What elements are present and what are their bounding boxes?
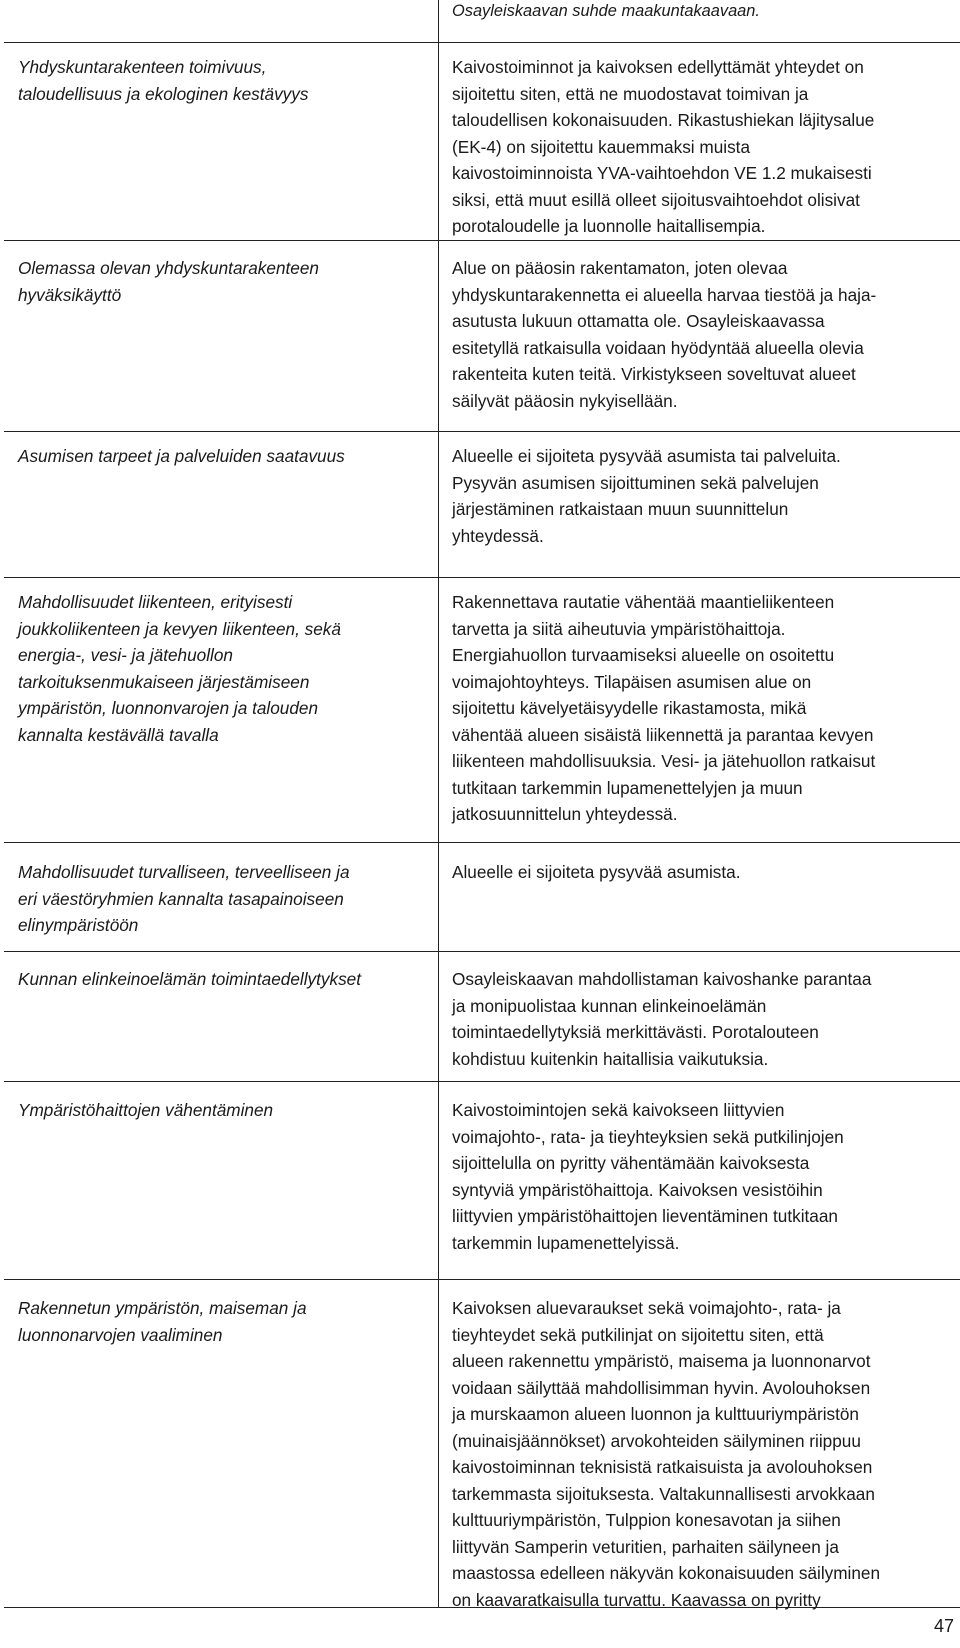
text-line: taloudellisuus ja ekologinen kestävyys xyxy=(18,83,309,104)
text-line: porotaloudelle ja luonnolle haitallisempia. xyxy=(452,216,766,236)
text-line: sijoitettu kävelyetäisyydelle rikastamosta, mikä xyxy=(452,698,807,718)
text-line: eri väestöryhmien kannalta tasapainoiseen xyxy=(18,888,344,909)
text-line: voimajohto-, rata- ja tieyhteyksien sekä putkilinjojen xyxy=(452,1126,844,1147)
text-line: (muinaisjäännökset) arvokohteiden säilyminen riippuu xyxy=(452,1430,861,1451)
row-left-cell xyxy=(18,1295,423,1348)
text-line: Mahdollisuudet liikenteen, erityisesti xyxy=(18,592,293,612)
table-row xyxy=(4,241,960,432)
text-line: liittyvän Samperin veturitien, parhaiten säilyneen ja xyxy=(452,1536,839,1557)
text-line: (EK-4) on sijoitettu kauemmaksi muista xyxy=(452,136,751,157)
row-right-cell xyxy=(452,255,957,414)
text-line: maastossa edelleen näkyvän kokonaisuuden säilyminen xyxy=(452,1563,881,1583)
table-row xyxy=(4,1280,960,1608)
row-right-cell xyxy=(452,1097,957,1256)
text-line: tieyhteydet sekä putkilinjat on sijoitettu siten, että xyxy=(452,1324,824,1345)
text-line: tutkitaan tarkemmin lupamenettelyjen ja muun xyxy=(452,777,803,798)
text-line: Pysyvän asumisen sijoittuminen sekä palvelujen xyxy=(452,472,819,493)
table-header-row xyxy=(4,0,960,43)
row-right-cell xyxy=(452,859,957,886)
text-line: Alue on pääosin rakentamaton, joten olevaa xyxy=(452,258,788,278)
text-line: säilyvät pääosin nykyisellään. xyxy=(452,390,678,411)
text-line: kaivostoiminnoista YVA-vaihtoehdon VE 1.2 mukaisesti xyxy=(452,163,872,183)
text-line: elinympäristöön xyxy=(18,915,139,935)
text-line: voimajohtoyhteys. Tilapäisen asumisen alue on xyxy=(452,671,812,692)
text-line: Asumisen tarpeet ja palveluiden saatavuus xyxy=(18,446,345,466)
text-line: luonnonarvojen vaaliminen xyxy=(18,1324,223,1345)
row-left-cell xyxy=(18,1097,423,1124)
text-line: kulttuuriympäristön, Tulppion konesavotan ja siihen xyxy=(452,1510,841,1530)
text-line: kaivostoiminnan teknisistä ratkaisuista ja avolouhoksen xyxy=(452,1457,873,1477)
text-line: alueen rakennettu ympäristö, maisema ja luonnonarvot xyxy=(452,1351,871,1371)
text-line: Olemassa olevan yhdyskuntarakenteen xyxy=(18,258,319,278)
text-line: Rakennetun ympäristön, maiseman ja xyxy=(18,1298,307,1318)
table-row xyxy=(4,432,960,578)
text-line: Kaivostoiminnot ja kaivoksen edellyttämät yhteydet on xyxy=(452,57,864,77)
text-line: ympäristön, luonnonvarojen ja talouden xyxy=(18,698,319,718)
text-line: Alueelle ei sijoiteta pysyvää asumista tai palveluita. xyxy=(452,446,841,466)
text-line: tarvetta ja siitä aiheutuvia ympäristöhaittoja. xyxy=(452,618,786,639)
text-line: syntyviä ympäristöhaittoja. Kaivoksen vesistöihin xyxy=(452,1179,823,1200)
text-line: hyväksikäyttö xyxy=(18,284,122,305)
text-line: järjestäminen ratkaistaan muun suunnittelun xyxy=(452,499,789,519)
text-line: Alueelle ei sijoiteta pysyvää asumista. xyxy=(452,862,741,882)
text-line: tarkemmasta sijoituksesta. Valtakunnallisesti arvokkaan xyxy=(452,1483,875,1504)
text-line: ja murskaamon alueen luonnon ja kulttuuriympäristön xyxy=(452,1404,859,1424)
text-line: liittyvien ympäristöhaittojen lieventäminen tutkitaan xyxy=(452,1206,838,1226)
row-right-cell xyxy=(452,1295,957,1613)
text-line: Kunnan elinkeinoelämän toimintaedellytykset xyxy=(18,969,362,989)
row-left-cell xyxy=(18,443,423,470)
text-line: kohdistuu kuitenkin haitallisia vaikutuksia. xyxy=(452,1048,769,1069)
row-left-cell xyxy=(18,589,423,748)
row-right-cell xyxy=(452,443,957,549)
text-line: ja monipuolistaa kunnan elinkeinoelämän xyxy=(452,995,767,1016)
row-right-cell xyxy=(452,589,957,828)
row-right-cell xyxy=(452,54,957,240)
text-line: Yhdyskuntarakenteen toimivuus, xyxy=(18,57,267,77)
text-line: esitetyllä ratkaisulla voidaan hyödyntää alueella olevia xyxy=(452,337,864,358)
text-line: jatkosuunnittelun yhteydessä. xyxy=(452,804,678,824)
text-line: rakenteita kuten teitä. Virkistykseen soveltuvat alueet xyxy=(452,364,856,384)
text-line: energia-, vesi- ja jätehuollon xyxy=(18,645,233,665)
text-line: voidaan säilyttää mahdollisimman hyvin. Avolouhoksen xyxy=(452,1377,871,1398)
text-line: yhteydessä. xyxy=(452,525,544,546)
text-line: Kaivoksen aluevaraukset sekä voimajohto-, rata- ja xyxy=(452,1298,841,1318)
text-line: Kaivostoimintojen sekä kaivokseen liittyvien xyxy=(452,1100,785,1120)
text-line: joukkoliikenteen ja kevyen liikenteen, sekä xyxy=(18,618,341,639)
text-line: kannalta kestävällä tavalla xyxy=(18,724,219,745)
text-line: taloudellisen kokonaisuuden. Rikastushiekan läjitysalue xyxy=(452,110,875,130)
text-line: Energiahuollon turvaamiseksi alueelle on osoitettu xyxy=(452,645,835,665)
table-row xyxy=(4,578,960,843)
text-line: Mahdollisuudet turvalliseen, terveelliseen ja xyxy=(18,862,350,882)
text-line: asutusta lukuun ottamatta ole. Osayleiskaavassa xyxy=(452,311,825,331)
text-line: Osayleiskaavan mahdollistaman kaivoshanke parantaa xyxy=(452,969,872,989)
table-row xyxy=(4,952,960,1082)
row-left-cell xyxy=(18,54,423,107)
text-line: sijoitettu siten, että ne muodostavat toimivan ja xyxy=(452,83,809,104)
text-line: on kaavaratkaisulla turvattu. Kaavassa on pyritty xyxy=(452,1589,821,1610)
table-row xyxy=(4,843,960,952)
table-row xyxy=(4,1082,960,1280)
row-left-cell xyxy=(18,966,423,993)
text-line: toimintaedellytyksiä merkittävästi. Porotalouteen xyxy=(452,1022,819,1042)
text-line: sijoittelulla on pyritty vähentämään kaivoksesta xyxy=(452,1153,810,1173)
text-line: Rakennettava rautatie vähentää maantieliikenteen xyxy=(452,592,835,612)
text-line: siksi, että muut esillä olleet sijoitusvaihtoehdot olisivat xyxy=(452,189,860,210)
table-row xyxy=(4,42,960,241)
row-right-cell xyxy=(452,966,957,1072)
text-line: tarkoituksenmukaiseen järjestämiseen xyxy=(18,671,310,692)
text-line: yhdyskuntarakennetta ei alueella harvaa tiestöä ja haja- xyxy=(452,284,877,305)
row-left-cell xyxy=(18,255,423,308)
text-line: liikenteen mahdollisuuksia. Vesi- ja jätehuollon ratkaisut xyxy=(452,751,876,771)
text-line: Ympäristöhaittojen vähentäminen xyxy=(18,1100,274,1120)
text-line: vähentää alueen sisäistä liikennettä ja parantaa kevyen xyxy=(452,724,874,745)
text-line: tarkemmin lupamenettelyissä. xyxy=(452,1232,680,1253)
row-left-cell xyxy=(18,859,423,939)
header-right-text: Osayleiskaavan suhde maakuntakaavaan. xyxy=(452,2,760,20)
page-number: 47 xyxy=(933,1616,954,1636)
